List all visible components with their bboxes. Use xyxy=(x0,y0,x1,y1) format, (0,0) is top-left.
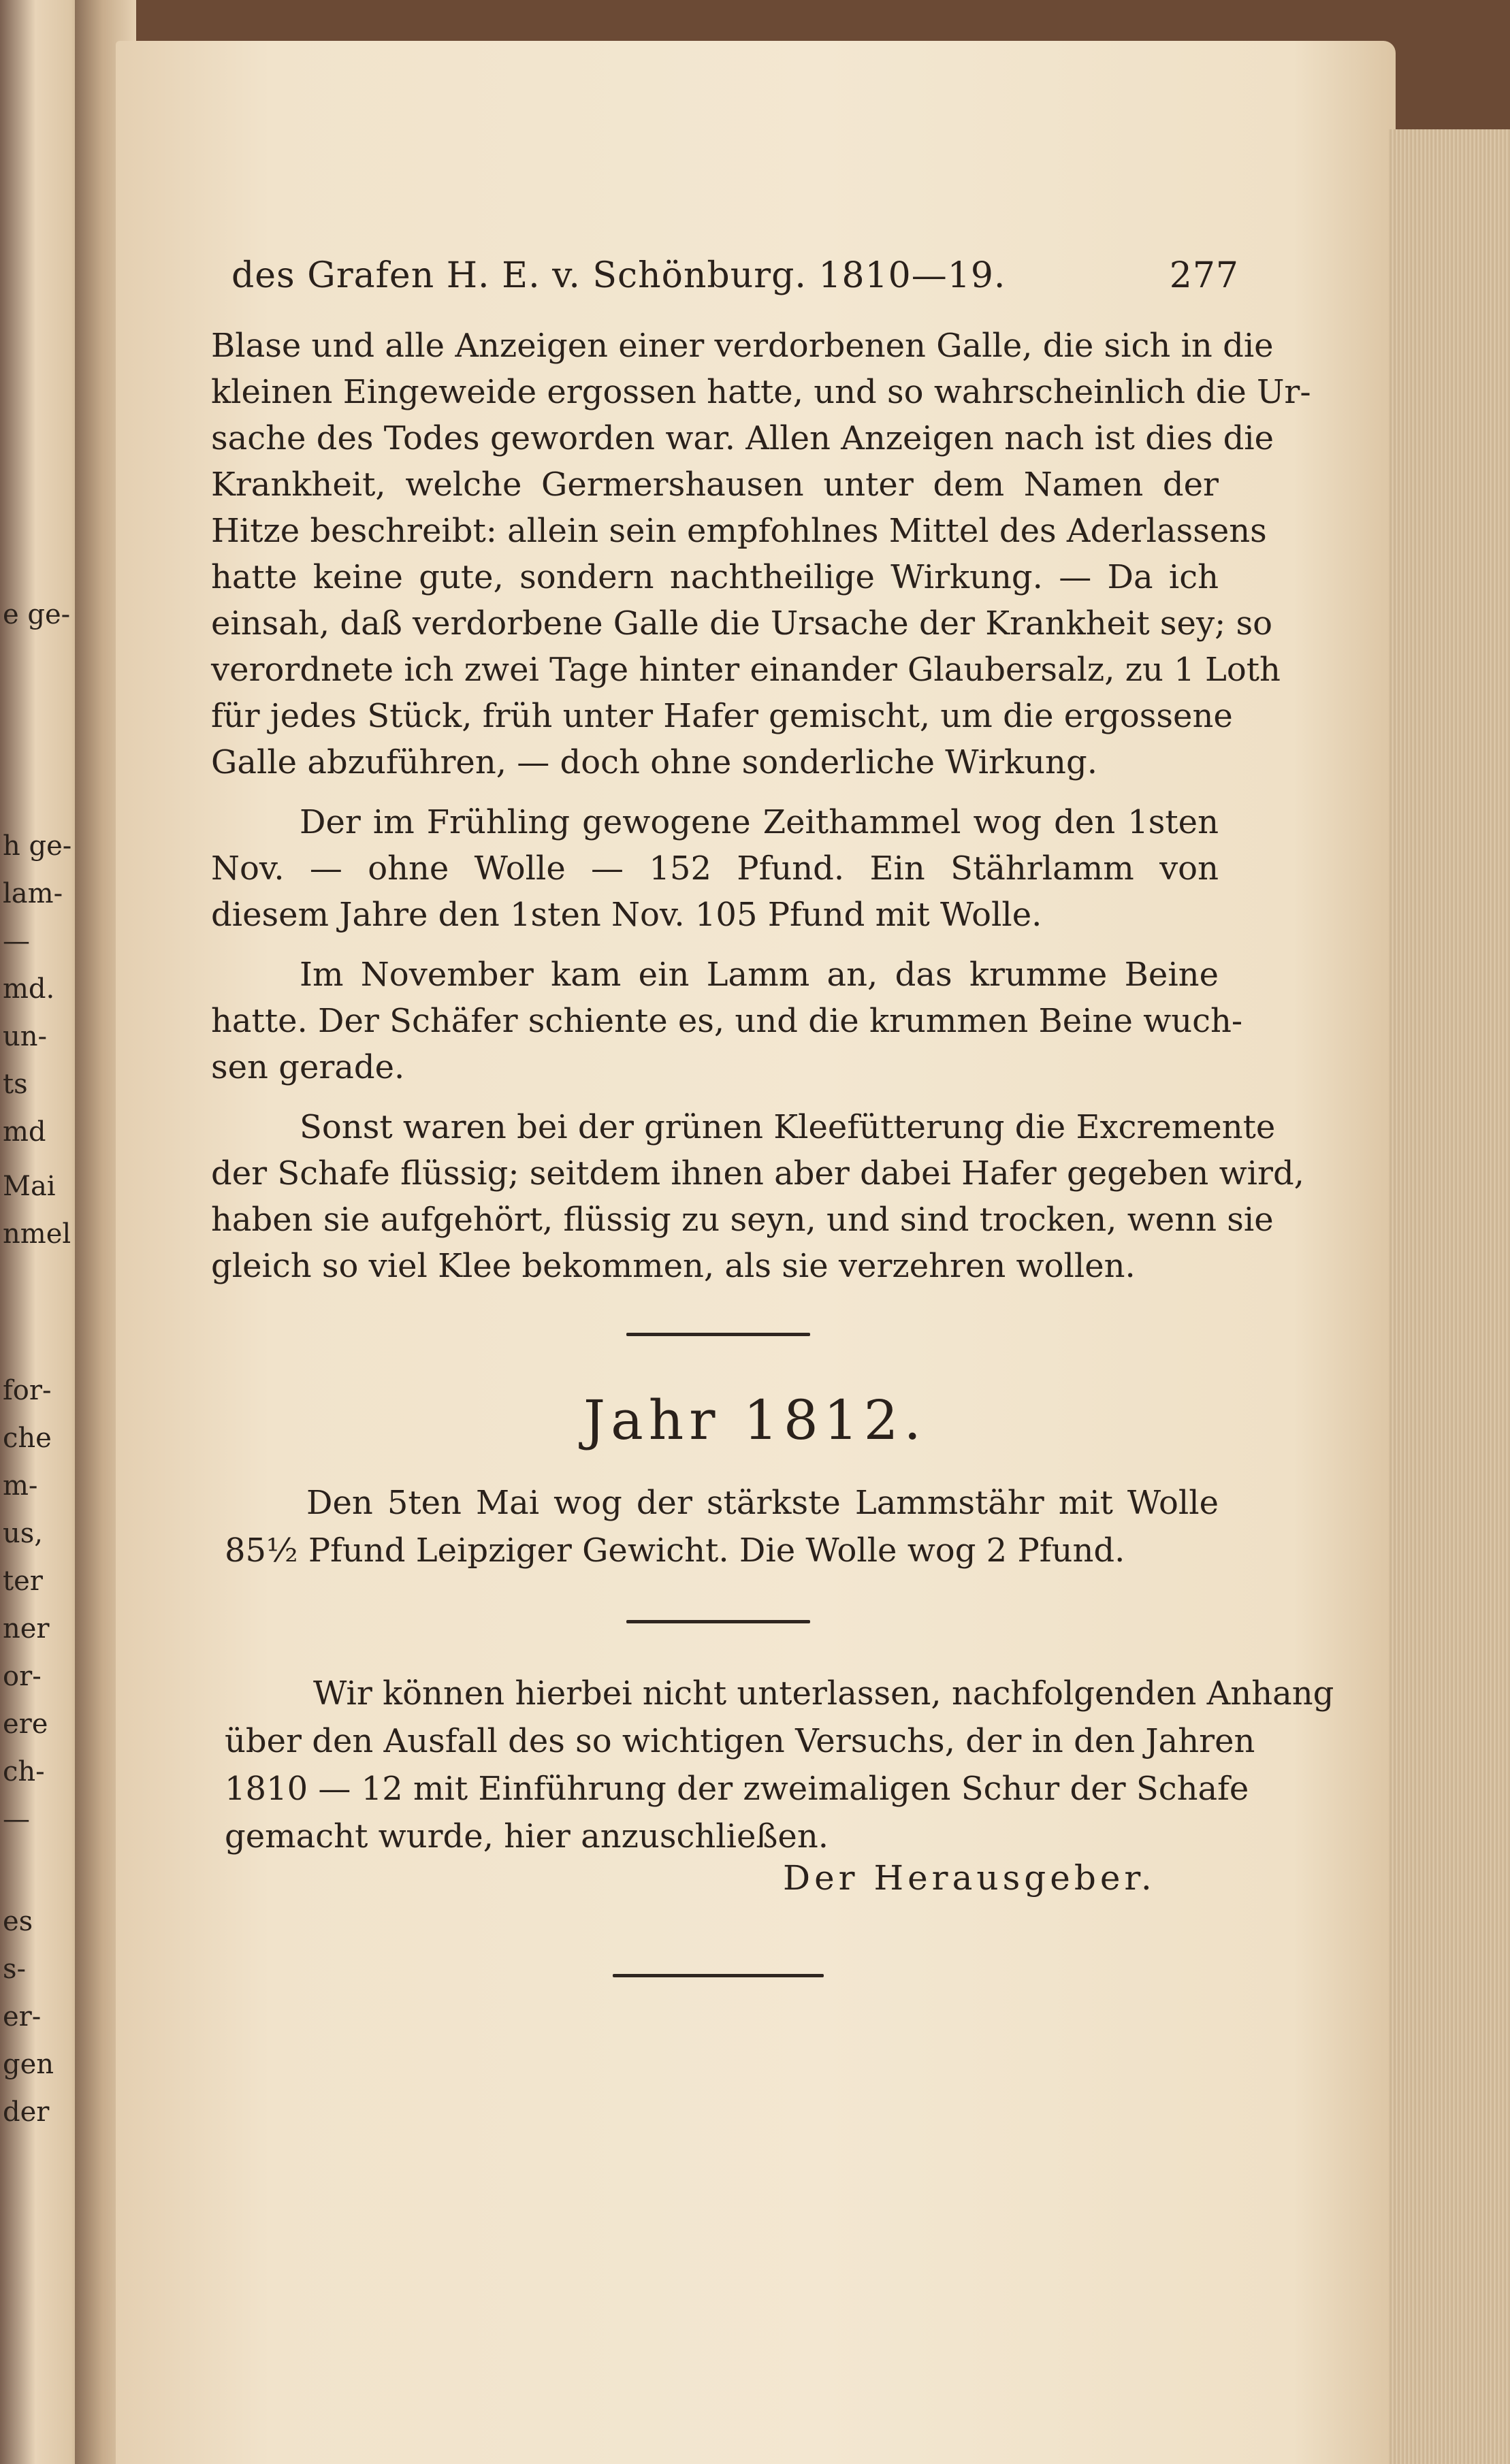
margin-fragment: us, xyxy=(3,1518,44,1549)
page-number: 277 xyxy=(1169,255,1239,296)
text-line: für jedes Stück, früh unter Hafer gemischt, um die ergossene xyxy=(211,697,1233,735)
margin-fragment: for- xyxy=(3,1375,52,1406)
text-line: der Schafe flüssig; seitdem ihnen aber dabei Hafer gegeben wird, xyxy=(211,1154,1304,1193)
margin-fragment: lam- xyxy=(3,878,63,909)
text-line: gleich so viel Klee bekommen, als sie verzehren wollen. xyxy=(211,1247,1136,1285)
text-line: Wir können hierbei nicht unterlassen, nachfolgenden Anhang xyxy=(313,1674,1334,1713)
signature: Der Herausgeber. xyxy=(783,1858,1156,1898)
margin-fragment: er- xyxy=(3,2001,42,2032)
page-stack-edges xyxy=(1389,129,1510,2464)
margin-fragment: or- xyxy=(3,1661,42,1692)
running-head-title: des Grafen H. E. v. Schönburg. 1810—19. xyxy=(231,255,1006,296)
margin-fragment: un- xyxy=(3,1021,48,1052)
margin-fragment: ts xyxy=(3,1069,28,1100)
text-line: hatte keine gute, sondern nachtheilige Wirkung. — Da ich xyxy=(211,558,1219,596)
text-line: kleinen Eingeweide ergossen hatte, und so wahrscheinlich die Ur- xyxy=(211,373,1311,411)
text-line: Den 5ten Mai wog der stärkste Lammstähr mit Wolle xyxy=(306,1484,1219,1522)
running-head xyxy=(231,255,1239,310)
margin-fragment: che xyxy=(3,1423,52,1454)
margin-fragment: md xyxy=(3,1116,46,1148)
margin-fragment: der xyxy=(3,2096,50,2128)
facing-page-fragments xyxy=(0,558,75,2192)
margin-fragment: md. xyxy=(3,973,55,1005)
divider-rule xyxy=(613,1974,824,1977)
margin-fragment: nmel xyxy=(3,1218,71,1250)
text-line: Im November kam ein Lamm an, das krumme Beine xyxy=(300,956,1219,994)
margin-fragment: es xyxy=(3,1906,33,1937)
text-line: Krankheit, welche Germershausen unter dem Namen der xyxy=(211,466,1219,504)
text-line: verordnete ich zwei Tage hinter einander Glaubersalz, zu 1 Loth xyxy=(211,651,1281,689)
section-title: Jahr 1812. xyxy=(583,1389,927,1452)
text-line: hatte. Der Schäfer schiente es, und die krummen Beine wuch- xyxy=(211,1002,1243,1040)
divider-rule xyxy=(626,1333,810,1336)
text-line: Sonst waren bei der grünen Kleefütterung die Excremente xyxy=(300,1108,1276,1146)
text-line: gemacht wurde, hier anzuschließen. xyxy=(225,1817,829,1855)
margin-fragment: Mai xyxy=(3,1171,56,1202)
margin-fragment: — xyxy=(3,1804,30,1835)
margin-fragment: s- xyxy=(3,1954,27,1985)
text-line: sache des Todes geworden war. Allen Anzeigen nach ist dies die xyxy=(211,419,1274,457)
margin-fragment: e ge- xyxy=(3,599,71,630)
margin-fragment: ere xyxy=(3,1708,48,1740)
text-line: Galle abzuführen, — doch ohne sonderliche Wirkung. xyxy=(211,743,1097,781)
margin-fragment: gen xyxy=(3,2049,54,2080)
text-line: 1810 — 12 mit Einführung der zweimaligen Schur der Schafe xyxy=(225,1770,1249,1808)
divider-rule xyxy=(626,1620,810,1623)
margin-fragment: ner xyxy=(3,1613,50,1644)
text-line: über den Ausfall des so wichtigen Versuchs, der in den Jahren xyxy=(225,1722,1255,1760)
text-line: Der im Frühling gewogene Zeithammel wog den 1sten xyxy=(300,803,1219,841)
margin-fragment: — xyxy=(3,926,30,957)
margin-fragment: h ge- xyxy=(3,830,72,862)
text-line: Blase und alle Anzeigen einer verdorbenen Galle, die sich in die xyxy=(211,327,1274,365)
margin-fragment: m- xyxy=(3,1470,38,1502)
text-line: diesem Jahre den 1sten Nov. 105 Pfund mit Wolle. xyxy=(211,896,1042,934)
text-line: sen gerade. xyxy=(211,1048,405,1086)
text-line: haben sie aufgehört, flüssig zu seyn, und sind trocken, wenn sie xyxy=(211,1201,1274,1239)
text-line: 85½ Pfund Leipziger Gewicht. Die Wolle wog 2 Pfund. xyxy=(225,1531,1125,1570)
text-line: Hitze beschreibt: allein sein empfohlnes Mittel des Aderlassens xyxy=(211,512,1267,550)
margin-fragment: ter xyxy=(3,1566,43,1597)
margin-fragment: ch- xyxy=(3,1756,45,1787)
text-line: Nov. — ohne Wolle — 152 Pfund. Ein Stährlamm von xyxy=(211,849,1219,888)
text-line: einsah, daß verdorbene Galle die Ursache der Krankheit sey; so xyxy=(211,604,1273,643)
